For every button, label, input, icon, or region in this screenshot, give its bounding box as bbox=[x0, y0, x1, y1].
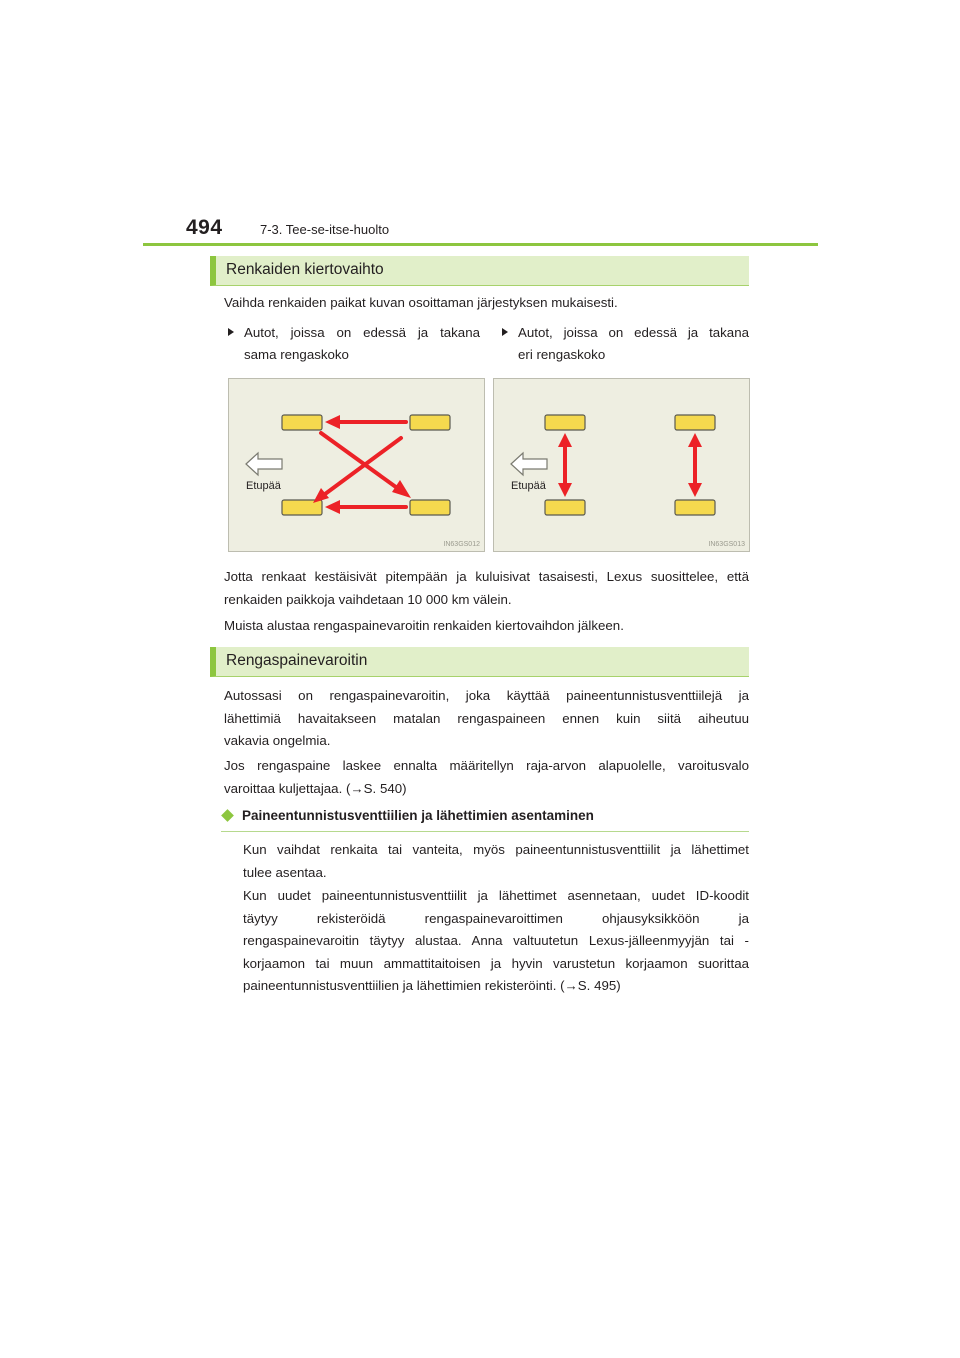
p2-line1: Jos rengaspaine laskee ennalta määritellyn raja-arvon alapuolelle, varoitusvalo bbox=[224, 758, 749, 773]
p4-line2: täytyy rekisteröidä rengaspainevaroittimen ohjausyksikköön ja bbox=[243, 910, 749, 926]
header-rule bbox=[143, 243, 818, 246]
p3-line2: tulee asentaa. bbox=[243, 864, 327, 880]
option-same-size bbox=[228, 322, 480, 366]
page-header bbox=[143, 212, 818, 248]
bullet-triangle-icon bbox=[502, 328, 508, 336]
front-label-left: Etupää bbox=[246, 480, 281, 492]
p1-line2: lähettimiä havaitakseen matalan rengaspaineen ennen kuin siitä aiheutuu bbox=[224, 710, 749, 726]
option-left-line1: Autot, joissa on edessä ja takana bbox=[244, 325, 480, 340]
illustration-code-right: IN63GS013 bbox=[708, 541, 745, 548]
p1-line1: Autossasi on rengaspainevaroitin, joka käyttää paineentunnistusventtiilejä ja bbox=[224, 688, 749, 703]
section-title: Rengaspainevaroitin bbox=[226, 652, 368, 669]
para2-line2: renkaiden paikkoja vaihdetaan 10 000 km välein. bbox=[224, 591, 512, 607]
reset-reminder-text: Muista alustaa rengaspainevaroitin renkaiden kiertovaihdon jälkeen. bbox=[224, 618, 624, 633]
p4-line4: korjaamon tai muun ammattitaitoisen ja hyvin varustetun korjaamon suorittaa bbox=[243, 955, 749, 971]
tpms-warning-text bbox=[224, 755, 749, 800]
tpms-description bbox=[224, 685, 749, 753]
page-number: 494 bbox=[186, 216, 223, 239]
section-heading-tpms bbox=[210, 647, 749, 677]
registration-note bbox=[243, 885, 749, 998]
p2-line2: varoittaa kuljettajaa. (→S. 540) bbox=[224, 780, 407, 796]
subheading-installation bbox=[221, 807, 749, 832]
intro-text: Vaihda renkaiden paikat kuvan osoittaman järjestyksen mukaisesti. bbox=[224, 295, 618, 310]
p4-line3: rengaspainevaroitin täytyy alustaa. Anna valtuutetun Lexus-jälleenmyyjän tai - bbox=[243, 933, 749, 948]
section-title: Renkaiden kiertovaihto bbox=[226, 261, 384, 278]
rotation-diagram-same-size bbox=[228, 378, 485, 552]
p1-line3: vakavia ongelmia. bbox=[224, 733, 331, 748]
p4-line1: Kun uudet paineentunnistusventtiilit ja lähettimet asennetaan, uudet ID-koodit bbox=[243, 888, 749, 903]
illustration-code-left: IN63GS012 bbox=[443, 541, 480, 548]
subheading-text: Paineentunnistusventtiilien ja lähettimien asentaminen bbox=[242, 808, 594, 823]
installation-note bbox=[243, 839, 749, 884]
rotation-swap-drawing bbox=[494, 379, 751, 553]
option-left-line2: sama rengaskoko bbox=[244, 347, 349, 362]
p4-line5: paineentunnistusventtiilien ja lähettimien rekisteröinti. (→S. 495) bbox=[243, 978, 621, 993]
section-heading-rotation bbox=[210, 256, 749, 286]
chapter-title: 7-3. Tee-se-itse-huolto bbox=[260, 222, 390, 237]
front-label-right: Etupää bbox=[511, 480, 546, 492]
para2-line1: Jotta renkaat kestäisivät pitempään ja kuluisivat tasaisesti, Lexus suosittelee, että bbox=[224, 569, 749, 584]
rotation-diagram-different-size bbox=[493, 378, 750, 552]
rotation-interval-text bbox=[224, 566, 749, 611]
rotation-cross-drawing bbox=[229, 379, 486, 553]
bullet-triangle-icon bbox=[228, 328, 234, 336]
p3-line1: Kun vaihdat renkaita tai vanteita, myös paineentunnistusventtiilit ja lähettimet bbox=[243, 842, 749, 857]
option-right-line2: eri rengaskoko bbox=[518, 347, 606, 362]
option-right-line1: Autot, joissa on edessä ja takana bbox=[518, 325, 749, 340]
diamond-bullet-icon bbox=[221, 809, 234, 822]
option-different-size bbox=[502, 322, 749, 366]
